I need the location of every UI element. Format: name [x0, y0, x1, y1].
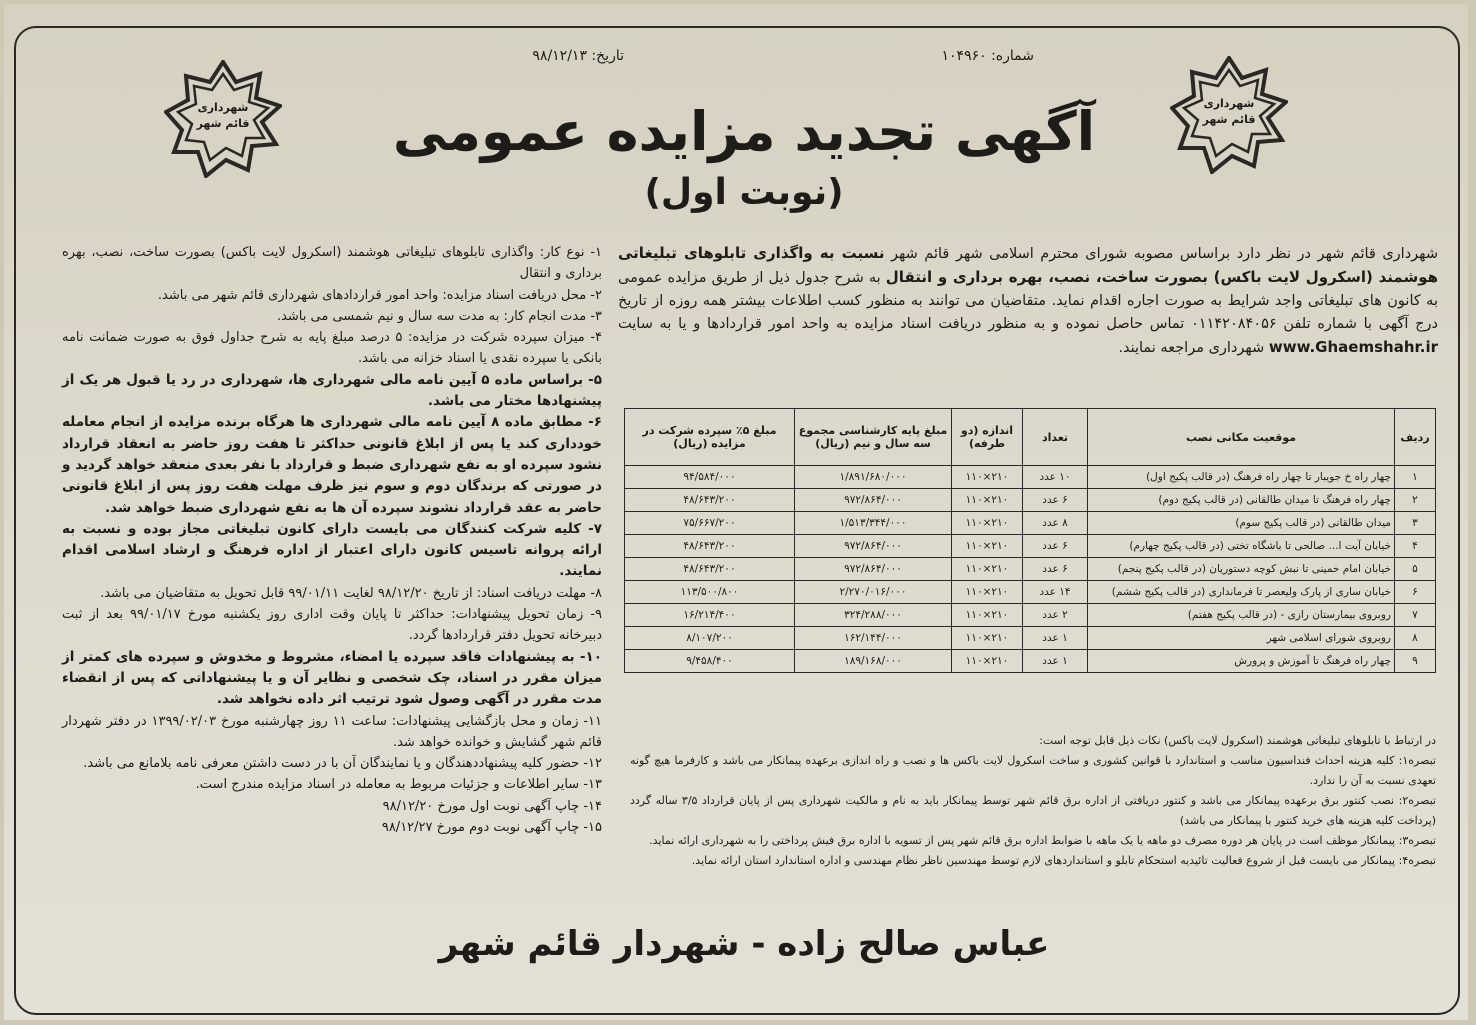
cell-base-price: ۳۲۴/۲۸۸/۰۰۰ [795, 604, 952, 627]
cell-count: ۶ عدد [1023, 558, 1088, 581]
municipality-logo-left [164, 60, 282, 178]
ad-subtitle: (نوبت اول) [644, 172, 844, 213]
ad-date: تاریخ: ۹۸/۱۲/۱۳ [532, 48, 624, 64]
condition-item: ۶- مطابق ماده ۸ آیین نامه مالی شهرداری ها هرگاه برنده مزایده از انجام معامله خودداری کند یا پس از ابلاغ قانونی حداکثر تا هفت روز حاضر به انعقاد قرارداد نشود سپرده او به نفع شهرداری ضبط و قرارداد با نفر بعدی منعقد خواهد گردید و در صورتی که برندگان دوم و سوم نیز ظرف مهلت هفت روز پس از ابلاغ قانونی حاضر به عقد قرارداد نشوند سپرده آن ها به نفع شهرداری ضبط خواهد شد. [62, 414, 602, 516]
cell-count: ۱ عدد [1023, 650, 1088, 673]
table-row [625, 604, 1436, 627]
cell-size: ۲۱۰×۱۱۰ [952, 558, 1023, 581]
intro-text-2: نسبت به واگذاری تابلوهای تبلیغاتی هوشمند (اسکرول لایت باکس) بصورت ساخت، نصب، بهره برداری و انتقال [618, 244, 1438, 286]
condition-item: ۳- مدت انجام کار: به مدت سه سال و نیم شمسی می باشد. [276, 308, 602, 324]
condition-item: ۷- کلیه شرکت کنندگان می بایست دارای کانون تبلیغاتی مجاز بوده و نسبت به ارائه پروانه تاسیس کانون دارای اعتبار از اداره فرهنگ و ارشاد اسلامی اقدام نمایند. [62, 520, 602, 580]
col-header-count: تعداد [1023, 409, 1088, 466]
signature-line: عباس صالح زاده - شهردار قائم شهر [438, 924, 1050, 964]
note-item: تبصره۱: کلیه هزینه احداث فنداسیون مناسب و استاندارد با قوانین کشوری و ساخت اسکرول لایت باکس ها و نصب و راه اندازی برعهده پیمانکار می باشد و کارفرما هیچ گونه تعهدی نسبت به آن را ندارد. [630, 754, 1436, 787]
cell-size: ۲۱۰×۱۱۰ [952, 604, 1023, 627]
cell-row-no: ۵ [1395, 558, 1436, 581]
cell-row-no: ۹ [1395, 650, 1436, 673]
cell-location: خیابان آیت ا... صالحی تا باشگاه تختی (در قالب پکیج چهارم) [1088, 535, 1395, 558]
cell-size: ۲۱۰×۱۱۰ [952, 489, 1023, 512]
cell-base-price: ۱/۸۹۱/۶۸۰/۰۰۰ [795, 466, 952, 489]
cell-location: چهار راه فرهنگ تا میدان طالقانی (در قالب پکیج دوم) [1088, 489, 1395, 512]
cell-row-no: ۲ [1395, 489, 1436, 512]
cell-row-no: ۱ [1395, 466, 1436, 489]
condition-item: ۵- براساس ماده ۵ آیین نامه مالی شهرداری ها، شهرداری در رد یا قبول هر یک از پیشنهادها مختار می باشد. [62, 371, 602, 410]
table-row [625, 650, 1436, 673]
cell-row-no: ۳ [1395, 512, 1436, 535]
ad-title: آگهی تجدید مزایده عمومی [392, 100, 1096, 163]
condition-item: ۱۲- حضور کلیه پیشنهاددهندگان و یا نمایندگان آن با در دست داشتن معرفی نامه بلامانع می باشد. [83, 756, 602, 772]
cell-row-no: ۶ [1395, 581, 1436, 604]
condition-item: ۱- نوع کار: واگذاری تابلوهای تبلیغاتی هوشمند (اسکرول لایت باکس) بصورت ساخت، نصب، بهره برداری و انتقال [62, 245, 602, 282]
cell-count: ۱ عدد [1023, 627, 1088, 650]
cell-deposit: ۸/۱۰۷/۲۰۰ [625, 627, 795, 650]
condition-item: ۱۱- زمان و محل بازگشایی پیشنهادات: ساعت ۱۱ روز چهارشنبه مورخ ۱۳۹۹/۰۲/۰۳ در دفتر شهردار قائم شهر گشایش و خوانده خواهد شد. [62, 713, 603, 750]
cell-location: روبروی شورای اسلامی شهر [1088, 627, 1395, 650]
cell-base-price: ۹۷۲/۸۶۴/۰۰۰ [795, 489, 952, 512]
cell-row-no: ۷ [1395, 604, 1436, 627]
conditions-list [62, 242, 602, 838]
cell-location: میدان طالقانی (در قالب پکیج سوم) [1088, 512, 1395, 535]
cell-size: ۲۱۰×۱۱۰ [952, 512, 1023, 535]
cell-deposit: ۱۶/۲۱۴/۴۰۰ [625, 604, 795, 627]
cell-count: ۶ عدد [1023, 535, 1088, 558]
cell-size: ۲۱۰×۱۱۰ [952, 650, 1023, 673]
col-header-deposit: مبلغ ۵٪ سپرده شرکت در مزایده (ریال) [625, 409, 795, 466]
condition-item: ۹- زمان تحویل پیشنهادات: حداکثر تا پایان وقت اداری روز یکشنبه مورخ ۹۹/۰۱/۱۷ بعد از ثبت دبیرخانه تحویل دفتر قراردادها گردد. [62, 607, 603, 644]
notes-section [630, 731, 1436, 871]
cell-size: ۲۱۰×۱۱۰ [952, 466, 1023, 489]
cell-deposit: ۴۸/۶۴۳/۲۰۰ [625, 558, 795, 581]
table-row [625, 558, 1436, 581]
ad-number: شماره: ۱۰۴۹۶۰ [941, 48, 1034, 64]
intro-text-3: به شرح جدول ذیل از طریق مزایده عمومی به کانون های تبلیغاتی واجد شرایط به صورت اجاره اقدام نماید. متقاضیان می توانند به منظور کسب اطلاعات بیشتر همه روزه از تاریخ درج آگهی با شماره تلفن ۰۱۱۴۲۰۸۴۰۵۶ تماس حاصل نموده و به منظور دریافت اسناد مزایده به واحد امور قراردادها و یا به سایت [618, 270, 1438, 332]
condition-item: ۴- میزان سپرده شرکت در مزایده: ۵ درصد مبلغ پایه به شرح جداول فوق به صورت ضمانت نامه بانکی یا سپرده نقدی یا اسناد خزانه می باشد. [62, 330, 602, 367]
cell-location: روبروی بیمارستان رازی - (در قالب پکیج هفتم) [1088, 604, 1395, 627]
cell-deposit: ۴۸/۶۴۳/۲۰۰ [625, 489, 795, 512]
cell-deposit: ۱۱۳/۵۰۰/۸۰۰ [625, 581, 795, 604]
table-header-row [625, 409, 1436, 466]
cell-base-price: ۲/۲۷۰/۰۱۶/۰۰۰ [795, 581, 952, 604]
cell-location: چهار راه فرهنگ تا آموزش و پرورش [1088, 650, 1395, 673]
cell-location: خیابان امام خمینی تا نبش کوچه دستوریان (در قالب پکیج پنجم) [1088, 558, 1395, 581]
col-header-row-no: ردیف [1395, 409, 1436, 466]
cell-location: خیابان ساری از پارک ولیعصر تا فرمانداری (در قالب پکیج ششم) [1088, 581, 1395, 604]
condition-item: ۱۳- سایر اطلاعات و جزئیات مربوط به معامله در اسناد مزایده مندرج است. [195, 777, 602, 793]
cell-deposit: ۹۴/۵۸۴/۰۰۰ [625, 466, 795, 489]
cell-size: ۲۱۰×۱۱۰ [952, 581, 1023, 604]
cell-count: ۲ عدد [1023, 604, 1088, 627]
table-row [625, 627, 1436, 650]
condition-item: ۱۰- به پیشنهادات فاقد سپرده یا امضاء، مشروط و مخدوش و سپرده های کمتر از میزان مقرر در اسناد، چک شخصی و نظایر آن و یا پیشنهاداتی که پس از انقضاء مدت مقرر در آگهی وصول شود ترتیب اثر داده نخواهد شد. [62, 648, 602, 708]
cell-count: ۸ عدد [1023, 512, 1088, 535]
logo-line2: قائم شهر [1202, 113, 1256, 126]
notes-intro: در ارتباط با تابلوهای تبلیغاتی هوشمند (اسکرول لایت باکس) نکات ذیل قابل توجه است: [1039, 734, 1436, 747]
logo-line1: شهرداری [1203, 97, 1255, 110]
cell-base-price: ۱۶۲/۱۴۴/۰۰۰ [795, 627, 952, 650]
website-link[interactable]: www.Ghaemshahr.ir [1268, 338, 1438, 356]
cell-base-price: ۹۷۲/۸۶۴/۰۰۰ [795, 535, 952, 558]
table-row [625, 535, 1436, 558]
intro-text-4: شهرداری مراجعه نمایند. [1118, 340, 1265, 356]
note-item: تبصره۲: نصب کنتور برق برعهده پیمانکار می باشد و کنتور دریافتی از اداره برق قائم شهر توسط پیمانکار باید به نام و مالکیت شهرداری پس از پایان قرارداد ۳/۵ ساله گردد (پرداخت کلیه هزینه های خرید کنتور با پیمانکار می باشد) [630, 794, 1436, 827]
col-header-base-price: مبلغ پایه کارشناسی مجموع سه سال و نیم (ریال) [795, 409, 952, 466]
cell-deposit: ۹/۴۵۸/۴۰۰ [625, 650, 795, 673]
cell-row-no: ۴ [1395, 535, 1436, 558]
logo-line2: قائم شهر [196, 117, 250, 130]
cell-location: چهار راه خ جویبار تا چهار راه فرهنگ (در قالب پکیج اول) [1088, 466, 1395, 489]
table-row [625, 581, 1436, 604]
logo-line1: شهرداری [197, 101, 249, 114]
intro-paragraph [618, 242, 1438, 360]
cell-count: ۱۰ عدد [1023, 466, 1088, 489]
table-row [625, 489, 1436, 512]
note-item: تبصره۴: پیمانکار می بایست قبل از شروع فعالیت تائیدیه استحکام تابلو و استانداردهای لازم توسط مهندسین ناظر نظام مهندسی و اداره استاندارد استان ارائه نماید. [691, 854, 1436, 867]
col-header-location: موقعیت مکانی نصب [1088, 409, 1395, 466]
municipality-logo-right [1170, 56, 1288, 174]
condition-item: ۱۴- چاپ آگهی نوبت اول مورخ ۹۸/۱۲/۲۰ [382, 798, 602, 814]
note-item: تبصره۳: پیمانکار موظف است در پایان هر دوره مصرف دو ماهه یا یک ماهه با ضوابط اداره برق قائم شهر پس از تسویه با اداره برق فیش پرداختی را به شهرداری ارائه نماید. [649, 834, 1436, 847]
condition-item: ۸- مهلت دریافت اسناد: از تاریخ ۹۸/۱۲/۲۰ لغایت ۹۹/۰۱/۱۱ قابل تحویل به متقاضیان می باشد. [100, 585, 602, 601]
table-row [625, 512, 1436, 535]
table-row [625, 466, 1436, 489]
col-header-size: اندازه (دو طرفه) [952, 409, 1023, 466]
cell-size: ۲۱۰×۱۱۰ [952, 535, 1023, 558]
cell-row-no: ۸ [1395, 627, 1436, 650]
cell-base-price: ۱/۵۱۳/۳۴۴/۰۰۰ [795, 512, 952, 535]
cell-base-price: ۱۸۹/۱۶۸/۰۰۰ [795, 650, 952, 673]
intro-text-1: شهرداری قائم شهر در نظر دارد براساس مصوبه شورای محترم اسلامی شهر قائم شهر [890, 246, 1438, 262]
cell-count: ۶ عدد [1023, 489, 1088, 512]
newspaper-page [4, 4, 1468, 1020]
cell-base-price: ۹۷۲/۸۶۴/۰۰۰ [795, 558, 952, 581]
condition-item: ۱۵- چاپ آگهی نوبت دوم مورخ ۹۸/۱۲/۲۷ [381, 820, 602, 836]
cell-size: ۲۱۰×۱۱۰ [952, 627, 1023, 650]
condition-item: ۲- محل دریافت اسناد مزایده: واحد امور قراردادهای شهرداری قائم شهر می باشد. [157, 287, 602, 303]
cell-count: ۱۴ عدد [1023, 581, 1088, 604]
cell-deposit: ۷۵/۶۶۷/۲۰۰ [625, 512, 795, 535]
billboard-table [624, 408, 1436, 673]
cell-deposit: ۴۸/۶۴۳/۲۰۰ [625, 535, 795, 558]
